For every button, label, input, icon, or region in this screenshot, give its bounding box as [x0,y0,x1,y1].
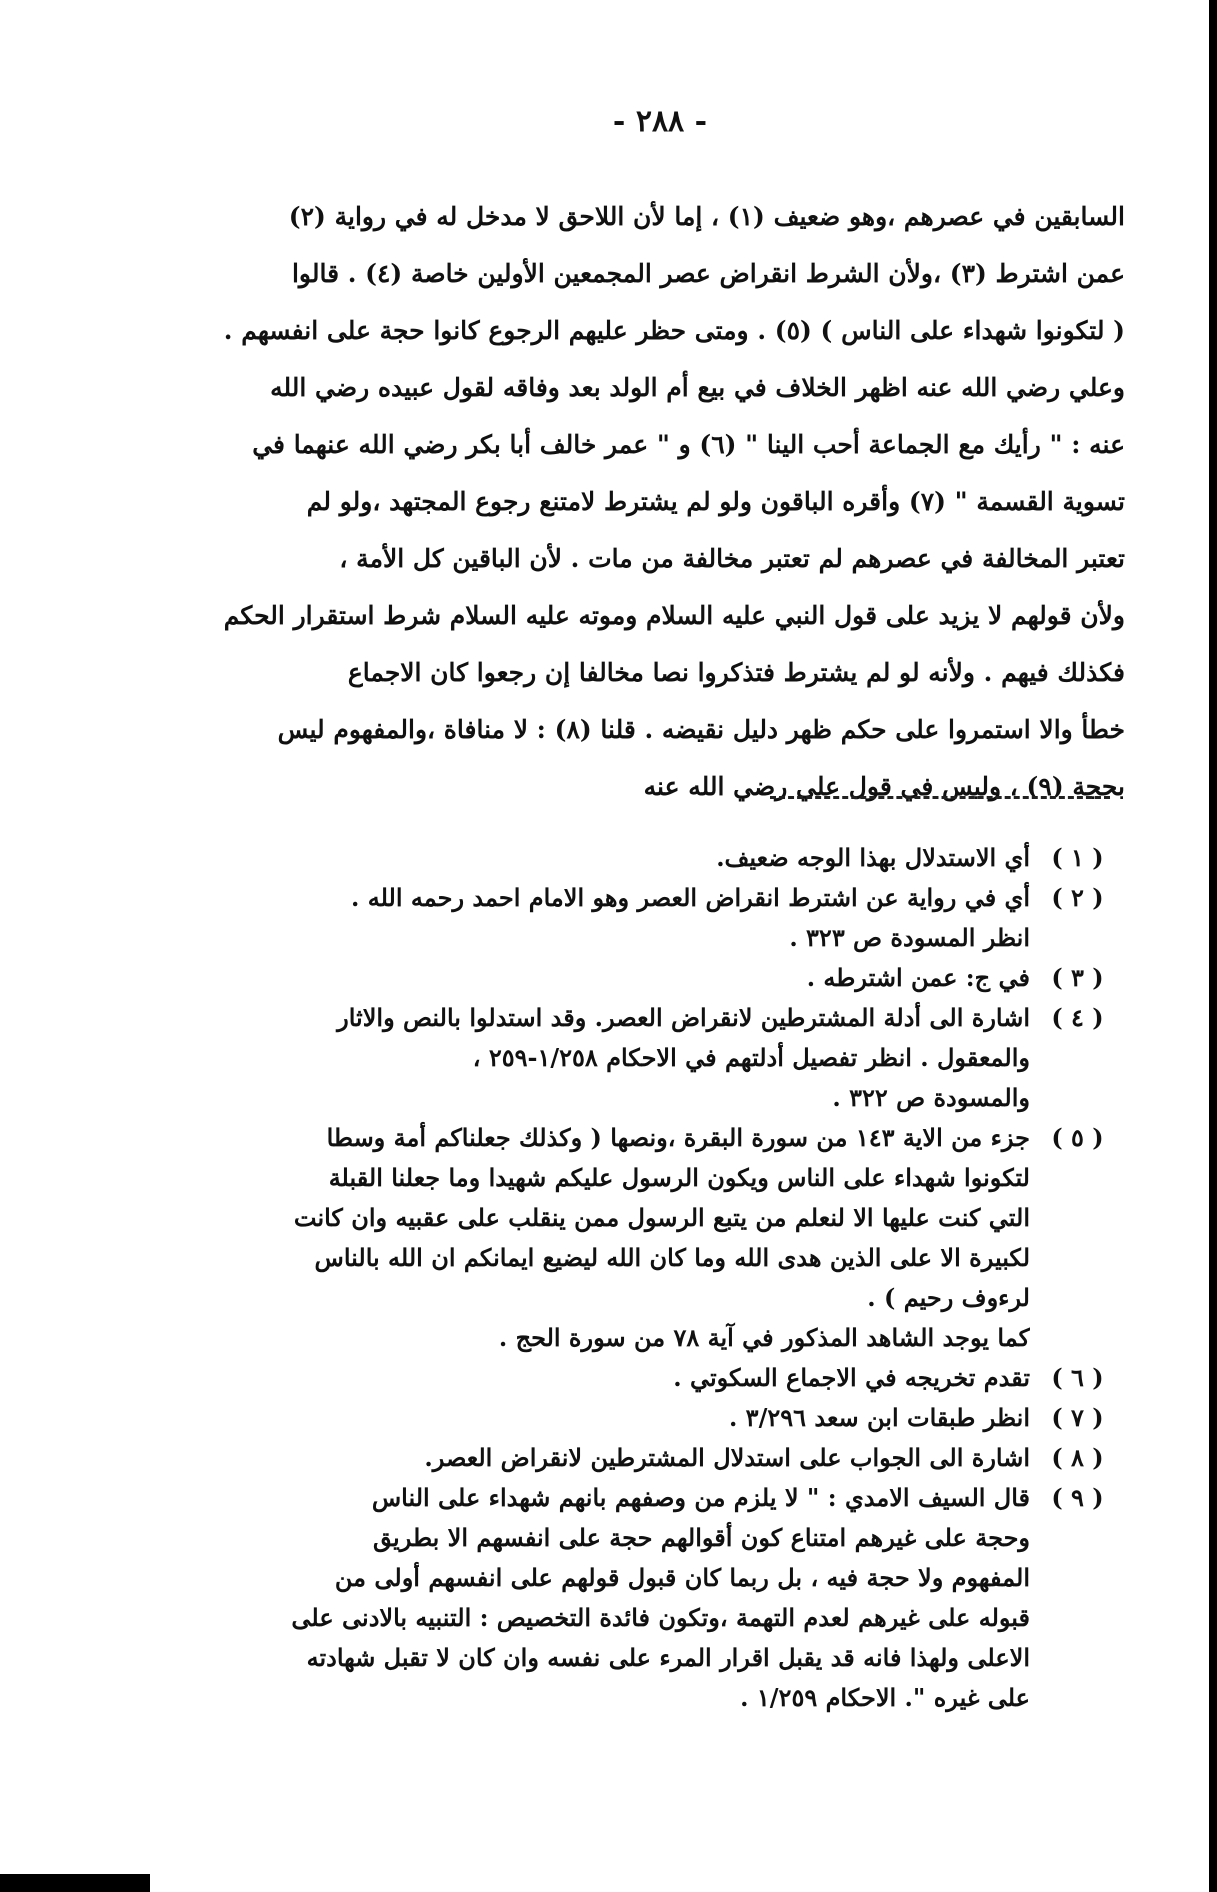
footnote-number: ( ٢ ) [1051,883,1104,912]
body-line: ( لتكونوا شهداء على الناس ) (٥) . ومتى حظر عليهم الرجوع كانوا حجة على انفسهم . [223,316,1125,345]
body-line: خطأ والا استمروا على حكم ظهر دليل نقيضه . قلنا (٨) : لا منافاة ،والمفهوم ليس [277,715,1125,744]
footnotes [165,838,1125,1718]
page-number: - ٢٨٨ - [612,104,708,139]
footnote-line: لتكونوا شهداء على الناس ويكون الرسول عليكم شهيدا وما جعلنا القبلة [328,1163,1030,1192]
footnote-7 [165,1398,1125,1438]
body-line: السابقين في عصرهم ،وهو ضعيف (١) ، إما لأن اللاحق لا مدخل له في رواية (٢) [288,202,1125,231]
footnote-line: لرءوف رحيم ) . [867,1283,1030,1312]
footnote-line: التي كنت عليها الا لنعلم من يتبع الرسول ممن ينقلب على عقبيه وان كانت [293,1203,1030,1232]
footnote-line: انظر المسودة ص ٣٢٣ . [789,923,1030,952]
footnote-line: والمسودة ص ٣٢٢ . [832,1083,1030,1112]
footnote-line: والمعقول . انظر تفصيل أدلتهم في الاحكام ١/٢٥٨-٢٥٩ ، [472,1043,1030,1072]
footnote-number: ( ١ ) [1051,843,1104,872]
footnote-line: الاعلى ولهذا فانه قد يقبل اقرار المرء على نفسه وان كان لا تقبل شهادته [306,1643,1030,1672]
body-line: وعلي رضي الله عنه اظهر الخلاف في بيع أم الولد بعد وفاقه لقول عبيده رضي الله [270,373,1125,402]
footnote-divider [770,796,1110,799]
body-line: ولأن قولهم لا يزيد على قول النبي عليه السلام وموته عليه السلام شرط استقرار الحكم [223,601,1125,630]
body-line: تسوية القسمة " (٧) وأقره الباقون ولو لم يشترط لامتنع رجوع المجتهد ،ولو لم [306,487,1125,516]
footnote-line: في ج: عمن اشترطه . [806,963,1030,992]
body-line: عنه : " رأيك مع الجماعة أحب الينا " (٦) و " عمر خالف أبا بكر رضي الله عنهما في [252,430,1125,459]
footnote-line: المفهوم ولا حجة فيه ، بل ربما كان قبول قولهم على انفسهم أولى من [334,1563,1030,1592]
main-text [165,188,1125,815]
footnote-6 [165,1358,1125,1398]
footnote-number: ( ٤ ) [1051,1003,1104,1032]
footnote-number: ( ٦ ) [1051,1363,1104,1392]
footnote-number: ( ٣ ) [1051,963,1104,992]
footnote-line: جزء من الاية ١٤٣ من سورة البقرة ،ونصها ( وكذلك جعلناكم أمة وسطا [326,1123,1030,1152]
footnote-number: ( ٨ ) [1051,1443,1104,1472]
footnote-5 [165,1118,1125,1358]
footnote-line: على غيره ". الاحكام ١/٢٥٩ . [740,1683,1030,1712]
body-line: بحجة (٩) ، وليس في قول علي رضي الله عنه [643,772,1125,801]
scan-edge-right [1209,0,1217,1892]
footnote-number: ( ٧ ) [1051,1403,1104,1432]
footnote-line: انظر طبقات ابن سعد ٣/٢٩٦ . [728,1403,1030,1432]
footnote-2 [165,878,1125,958]
footnote-line: كما يوجد الشاهد المذكور في آية ٧٨ من سورة الحج . [498,1323,1030,1352]
footnote-line: أي في رواية عن اشترط انقراض العصر وهو الامام احمد رحمه الله . [351,883,1030,912]
footnote-4 [165,998,1125,1118]
footnote-line: اشارة الى أدلة المشترطين لانقراض العصر. وقد استدلوا بالنص والاثار [337,1003,1030,1032]
footnote-line: تقدم تخريجه في الاجماع السكوتي . [673,1363,1030,1392]
footnote-1 [165,838,1125,878]
footnote-line: وحجة على غيرهم امتناع كون أقوالهم حجة على انفسهم الا بطريق [373,1523,1030,1552]
body-line: عمن اشترط (٣) ،ولأن الشرط انقراض عصر المجمعين الأولين خاصة (٤) . قالوا [291,259,1125,288]
footnote-line: قبوله على غيرهم لعدم التهمة ،وتكون فائدة التخصيص : التنبيه بالادنى على [291,1603,1030,1632]
body-line: فكذلك فيهم . ولأنه لو لم يشترط فتذكروا نصا مخالفا إن رجعوا كان الاجماع [347,658,1125,687]
footnote-line: لكبيرة الا على الذين هدى الله وما كان الله ليضيع ايمانكم ان الله بالناس [314,1243,1030,1272]
footnote-9 [165,1478,1125,1718]
footnote-number: ( ٥ ) [1051,1123,1104,1152]
footnote-line: قال السيف الامدي : " لا يلزم من وصفهم بانهم شهداء على الناس [371,1483,1030,1512]
scan-edge-bottom [0,1874,150,1892]
body-line: تعتبر المخالفة في عصرهم لم تعتبر مخالفة من مات . لأن الباقين كل الأمة ، [339,544,1125,573]
footnote-8 [165,1438,1125,1478]
footnote-line: اشارة الى الجواب على استدلال المشترطين لانقراض العصر. [424,1443,1030,1472]
footnote-line: أي الاستدلال بهذا الوجه ضعيف. [716,843,1030,872]
footnote-number: ( ٩ ) [1051,1483,1104,1512]
footnote-3 [165,958,1125,998]
